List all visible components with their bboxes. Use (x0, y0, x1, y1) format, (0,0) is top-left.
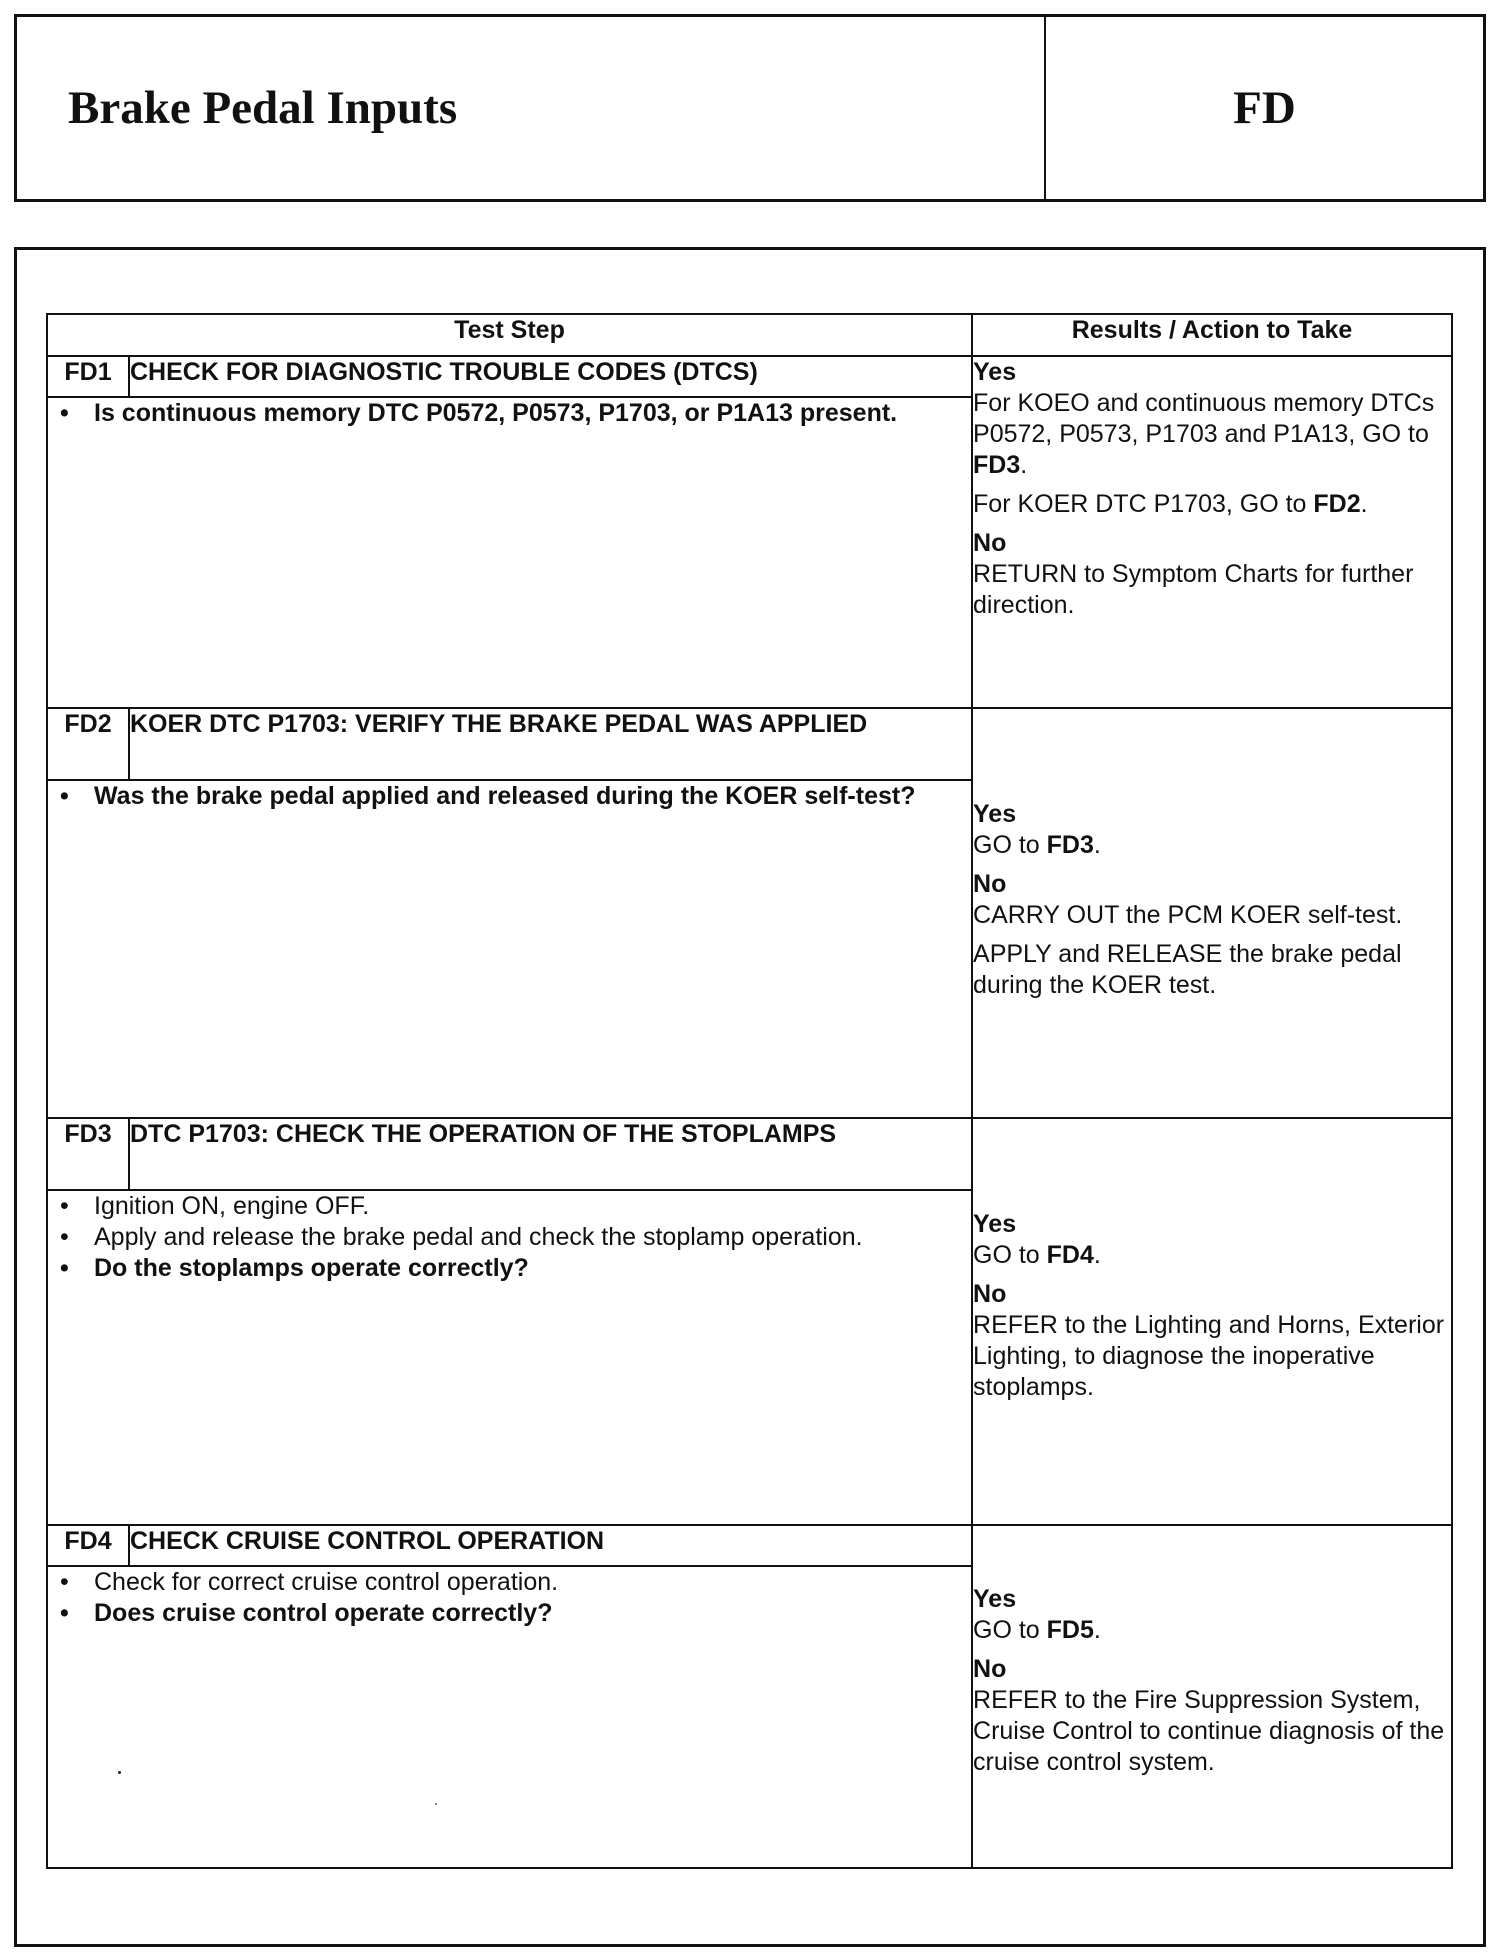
table-header-row (47, 314, 1452, 356)
step-title-row (47, 1118, 1452, 1190)
step-title-row (47, 1525, 1452, 1566)
page-title: Brake Pedal Inputs (68, 82, 458, 134)
no-label: No (973, 1655, 1007, 1683)
step-reference: FD3 (1046, 831, 1094, 859)
yes-label: Yes (973, 358, 1017, 386)
page-header (14, 14, 1486, 202)
result-text: GO to FD3. (973, 831, 1101, 859)
bullet-item: • Apply and release the brake pedal and check the stoplamp operation. (48, 1222, 971, 1253)
header-title-cell (17, 17, 1046, 199)
yes-label: Yes (973, 800, 1017, 828)
no-label: No (973, 870, 1007, 898)
step-result (972, 708, 1452, 1118)
bullet-item: • Check for correct cruise control operation. (48, 1567, 971, 1598)
step-title: KOER DTC P1703: VERIFY THE BRAKE PEDAL WAS APPLIED (129, 708, 972, 780)
bullet-item: • Was the brake pedal applied and released during the KOER self-test? (48, 781, 971, 812)
result-text: GO to FD5. (973, 1616, 1101, 1644)
step-title: CHECK FOR DIAGNOSTIC TROUBLE CODES (DTCS) (129, 356, 972, 397)
step-result (972, 1118, 1452, 1525)
result-text: GO to FD4. (973, 1241, 1101, 1269)
result-text: CARRY OUT the PCM KOER self-test. (973, 901, 1403, 929)
step-description (47, 1566, 972, 1868)
step-result (972, 1525, 1452, 1868)
yes-label: Yes (973, 1585, 1017, 1613)
step-description (47, 1190, 972, 1525)
col-header-results: Results / Action to Take (972, 314, 1452, 356)
section-code: FD (1233, 82, 1296, 134)
no-label: No (973, 1280, 1007, 1308)
step-code: FD4 (47, 1525, 129, 1566)
step-reference: FD5 (1046, 1616, 1094, 1644)
step-result (972, 356, 1452, 708)
step-reference: FD3 (973, 451, 1021, 479)
yes-label: Yes (973, 1210, 1017, 1238)
test-step-table (46, 313, 1453, 1869)
step-title-row (47, 708, 1452, 780)
bullet-item: • Ignition ON, engine OFF. (48, 1191, 971, 1222)
step-code: FD1 (47, 356, 129, 397)
result-text: APPLY and RELEASE the brake pedal during the KOER test. (973, 940, 1402, 999)
result-text: For KOER DTC P1703, GO to FD2. (973, 490, 1368, 518)
step-title-row (47, 356, 1452, 397)
bullet-item: • Does cruise control operate correctly? (48, 1598, 971, 1629)
step-code: FD3 (47, 1118, 129, 1190)
scan-speck (435, 1803, 437, 1805)
no-label: No (973, 529, 1007, 557)
result-text: For KOEO and continuous memory DTCs P0572, P0573, P1703 and P1A13, GO to FD3. (973, 389, 1435, 479)
result-text: REFER to the Lighting and Horns, Exterior Lighting, to diagnose the inoperative stoplamps. (973, 1311, 1445, 1401)
step-title: CHECK CRUISE CONTROL OPERATION (129, 1525, 972, 1566)
step-description (47, 780, 972, 1118)
col-header-test-step: Test Step (47, 314, 972, 356)
bullet-item: • Is continuous memory DTC P0572, P0573, P1703, or P1A13 present. (48, 398, 971, 429)
step-title: DTC P1703: CHECK THE OPERATION OF THE STOPLAMPS (129, 1118, 972, 1190)
result-text: RETURN to Symptom Charts for further direction. (973, 560, 1414, 619)
result-text: REFER to the Fire Suppression System, Cruise Control to continue diagnosis of the cruise control system. (973, 1686, 1445, 1776)
scan-speck (118, 1771, 121, 1774)
header-code-cell (1046, 17, 1483, 199)
step-reference: FD2 (1313, 490, 1361, 518)
step-code: FD2 (47, 708, 129, 780)
step-description (47, 397, 972, 708)
bullet-item: • Do the stoplamps operate correctly? (48, 1253, 971, 1284)
step-reference: FD4 (1046, 1241, 1094, 1269)
